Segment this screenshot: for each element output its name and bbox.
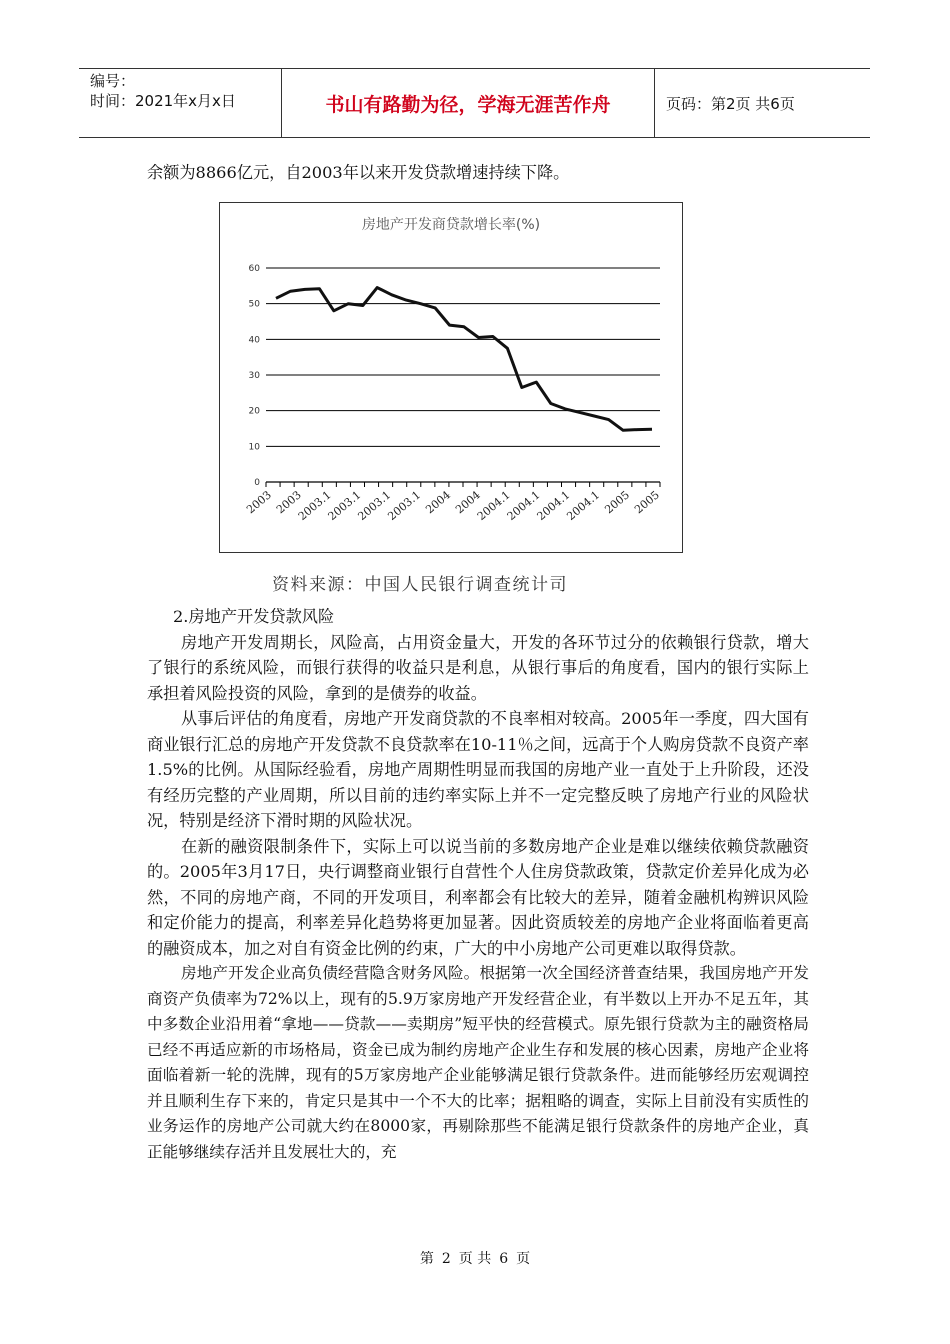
footer-total-pages: 6 bbox=[499, 1251, 509, 1267]
page-header bbox=[79, 68, 870, 138]
y-tick-label: 20 bbox=[248, 406, 260, 417]
x-tick-label: 2004 bbox=[423, 488, 454, 517]
series-line bbox=[276, 288, 652, 431]
y-tick-label: 30 bbox=[248, 371, 260, 381]
x-tick-label: 2003.1 bbox=[325, 488, 364, 524]
x-tick-label: 2003.1 bbox=[355, 488, 394, 524]
y-tick-label: 10 bbox=[248, 442, 260, 453]
y-tick-label: 40 bbox=[248, 335, 260, 346]
chart-gridlines bbox=[266, 268, 660, 487]
x-tick-label: 2003 bbox=[273, 488, 304, 517]
intro-paragraph bbox=[147, 160, 809, 186]
loan-growth-chart bbox=[220, 203, 682, 552]
x-tick-label: 2004.1 bbox=[504, 488, 543, 524]
x-tick-label: 2003 bbox=[244, 488, 274, 517]
intro-line: 余额为8866亿元，自2003年以来开发贷款增速持续下降。 bbox=[147, 163, 570, 182]
paragraph-1: 房地产开发周期长，风险高，占用资金量大，开发的各环节过分的依赖银行贷款，增大了银行的系统风险，而银行获得的收益只是利息，从银行事后的角度看，国内的银行实际上承担着风险投资的风险，拿到的是债券的收益。 bbox=[147, 632, 809, 703]
doc-code-label: 编号： bbox=[90, 72, 136, 90]
doc-time-label: 时间：2021年x月x日 bbox=[90, 92, 236, 110]
y-tick-label: 60 bbox=[248, 264, 260, 274]
x-tick-label: 2004 bbox=[453, 488, 483, 517]
footer-suffix: 页 bbox=[516, 1251, 531, 1267]
y-tick-label: 0 bbox=[254, 478, 260, 488]
header-left-cell bbox=[79, 69, 282, 137]
body-text bbox=[147, 604, 809, 1165]
footer-middle: 页 共 bbox=[458, 1251, 492, 1267]
chart-title: 房地产开发商贷款增长率(%) bbox=[361, 217, 541, 233]
x-tick-label: 2004.1 bbox=[534, 488, 573, 524]
header-motto: 书山有路勤为径，学海无涯苦作舟 bbox=[282, 69, 655, 137]
paragraph-2: 从事后评估的角度看，房地产开发商贷款的不良率相对较高。2005年一季度，四大国有商业银行汇总的房地产开发贷款不良贷款率在10-11％之间，远高于个人购房贷款不良资产率1.5%的比例。从国际经验看，房地产周期性明显而我国的房地产业一直处于上升阶段，还没有经历完整的产业周期，所以目前的违约率实际上并不一定完整反映了房地产行业的风险状况，特别是经济下滑时期的风险状况。 bbox=[147, 709, 809, 830]
paragraph-4: 房地产开发企业高负债经营隐含财务风险。根据第一次全国经济普查结果，我国房地产开发商资产负债率为72%以上，现有的5.9万家房地产开发经营企业，有半数以上开办不足五年，其中多数企业沿用着“拿地——贷款——卖期房”短平快的经营模式。原先银行贷款为主的融资格局已经不再适应新的市场格局，资金已成为制约房地产企业生存和发展的核心因素，房地产企业将面临着新一轮的洗牌，现有的5万家房地产企业能够满足银行贷款条件。进而能够经历宏观调控并且顺利生存下来的，肯定只是其中一个不大的比率；据粗略的调查，实际上目前没有实质性的业务运作的房地产公司就大约在8000家，再剔除那些不能满足银行贷款条件的房地产企业，真正能够继续存活并且发展壮大的，充 bbox=[147, 964, 809, 1161]
paragraph-3: 在新的融资限制条件下，实际上可以说当前的多数房地产企业是难以继续依赖贷款融资的。2005年3月17日，央行调整商业银行自营性个人住房贷款政策，贷款定价差异化成为必然，不同的房地产商，不同的开发项目，利率都会有比较大的差异，随着金融机构辨识风险和定价能力的提高，利率差异化趋势将更加显著。因此资质较差的房地产企业将面临着更高的融资成本，加之对自有资金比例的约束，广大的中小房地产公司更难以取得贷款。 bbox=[147, 836, 809, 958]
x-tick-label: 2003.1 bbox=[295, 488, 334, 524]
chart-x-ticks bbox=[244, 488, 662, 523]
chart-source: 资料来源：中国人民银行调查统计司 bbox=[272, 575, 568, 595]
y-tick-label: 50 bbox=[248, 299, 260, 310]
x-tick-label: 2005 bbox=[632, 488, 662, 517]
page-footer bbox=[0, 1248, 950, 1268]
x-tick-label: 2003.1 bbox=[385, 488, 424, 524]
chart-frame bbox=[219, 202, 683, 553]
footer-page-number: 2 bbox=[441, 1251, 451, 1267]
x-tick-label: 2004.1 bbox=[564, 488, 603, 524]
section-title: 2.房地产开发贷款风险 bbox=[173, 607, 335, 626]
chart-y-ticks bbox=[249, 264, 261, 488]
footer-prefix: 第 bbox=[419, 1251, 434, 1267]
x-tick-label: 2005 bbox=[602, 488, 633, 517]
header-page-label: 页码：第2页 共6页 bbox=[666, 94, 795, 113]
x-tick-label: 2004.1 bbox=[474, 488, 513, 524]
